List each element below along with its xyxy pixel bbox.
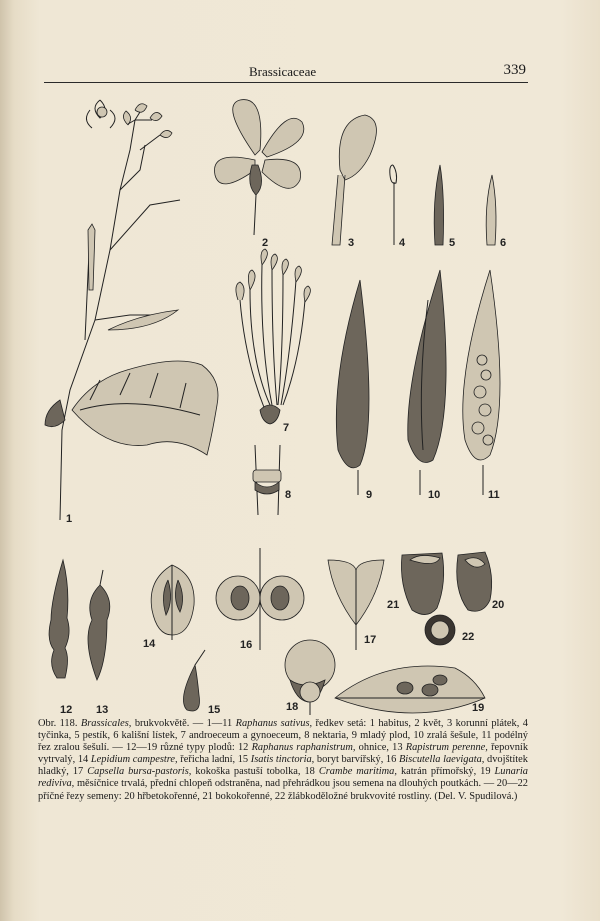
- illustration-rapistrum: [88, 570, 110, 680]
- figure-label: 13: [96, 704, 109, 716]
- caption-species: Isatis tinctoria,: [250, 754, 315, 766]
- caption-text: řepovník vytrvalý, 14: [38, 742, 529, 766]
- caption-text: brukvokvětě. — 1—11: [134, 718, 233, 729]
- caption-order: Brassicales,: [80, 718, 132, 729]
- caption-text: dvojštítek hladký, 17: [38, 754, 528, 778]
- caption-text: měsíčnice trvalá, přední chlopeň odstraněna, nad přehrádkou jsou semena na dlouhých poutkách. — 20—22 příčné řezy semeny: 20 hřbetokořenné, 21 bokokořenné, 22 žlábkoděložné brukvovité rostliny. (Del. V. Spudilová.): [38, 778, 528, 802]
- illustration-lepidium: [151, 565, 194, 640]
- caption-species: Raphanus sativus,: [235, 718, 313, 729]
- figure-label: 18: [286, 701, 299, 713]
- figure-label: 12: [60, 704, 73, 716]
- caption-text: ohnice, 13: [358, 742, 403, 754]
- figure-caption: [38, 718, 528, 803]
- illustration-seed-sections: [401, 552, 491, 645]
- figure-label: 11: [488, 489, 500, 501]
- caption-species: Biscutella laevigata,: [398, 754, 485, 766]
- running-title: Brassicaceae: [249, 64, 317, 79]
- caption-species: Raphanus raphanistrum,: [251, 742, 356, 754]
- illustration-ripe-silique: [408, 270, 446, 495]
- page-number: 339: [503, 62, 526, 78]
- illustration-young-fruit: [336, 280, 369, 495]
- figure-label: 3: [348, 237, 355, 249]
- figure-label: 21: [387, 599, 400, 611]
- illustration-petal: [332, 115, 376, 245]
- figure-label: 16: [240, 639, 253, 651]
- figure-label: 17: [364, 634, 377, 646]
- caption-figure-number: Obr. 118.: [38, 718, 78, 729]
- figure-label: 4: [399, 237, 406, 249]
- figure-label: 20: [492, 599, 505, 611]
- figure-label: 22: [462, 631, 475, 643]
- illustration-pistil: [434, 165, 443, 245]
- illustration-androeceum: [236, 249, 310, 424]
- caption-species: Lunaria rediviva,: [38, 766, 529, 790]
- illustration-raphanus-raphanistrum: [49, 560, 69, 678]
- illustration-flower: [215, 100, 304, 235]
- caption-text: ředkev setá: 1 habitus, 2 květ, 3 korunní plátek, 4 tyčinka, 5 pestík, 6 kališní lístek, 7 androeceum a gynoeceum, 8 nektaria, 9 mladý plod, 10 zralá šešule, 11 podélný řez zralou šešulí. — 12—19 různé typy plodů: 12: [38, 718, 528, 754]
- caption-text: kokoška pastuší tobolka, 18: [195, 766, 315, 778]
- figure-label: 10: [428, 489, 441, 501]
- figure-label: 8: [285, 489, 292, 501]
- caption-species: Lepidium campestre,: [90, 754, 178, 766]
- caption-text: boryt barvířský, 16: [316, 754, 397, 766]
- illustration-isatis: [183, 650, 205, 711]
- caption-text: katrán přímořský, 19: [400, 766, 491, 778]
- figure-label: 2: [262, 237, 269, 249]
- figure-label: 5: [449, 237, 456, 249]
- figure-label: 19: [472, 702, 485, 714]
- illustration-silique-section: [463, 270, 500, 495]
- caption-species: Capsella bursa-pastoris,: [87, 766, 192, 778]
- figure-label: 6: [500, 237, 507, 249]
- illustration-habitus: [45, 100, 218, 520]
- figure-label: 9: [366, 489, 373, 501]
- illustration-stamen: [390, 165, 397, 245]
- illustration-sepal: [486, 175, 496, 245]
- caption-species: Rapistrum perenne,: [405, 742, 488, 754]
- illustration-nectaries: [253, 445, 281, 515]
- illustration-lunaria: [335, 666, 485, 713]
- figure-label: 15: [208, 704, 221, 716]
- illustration-biscutella: [216, 548, 304, 650]
- figure-label: 7: [283, 422, 290, 434]
- caption-text: řeřicha ladní, 15: [180, 754, 249, 766]
- figure-label: 1: [66, 513, 73, 525]
- caption-species: Crambe maritima,: [318, 766, 397, 778]
- figure-label: 14: [143, 638, 156, 650]
